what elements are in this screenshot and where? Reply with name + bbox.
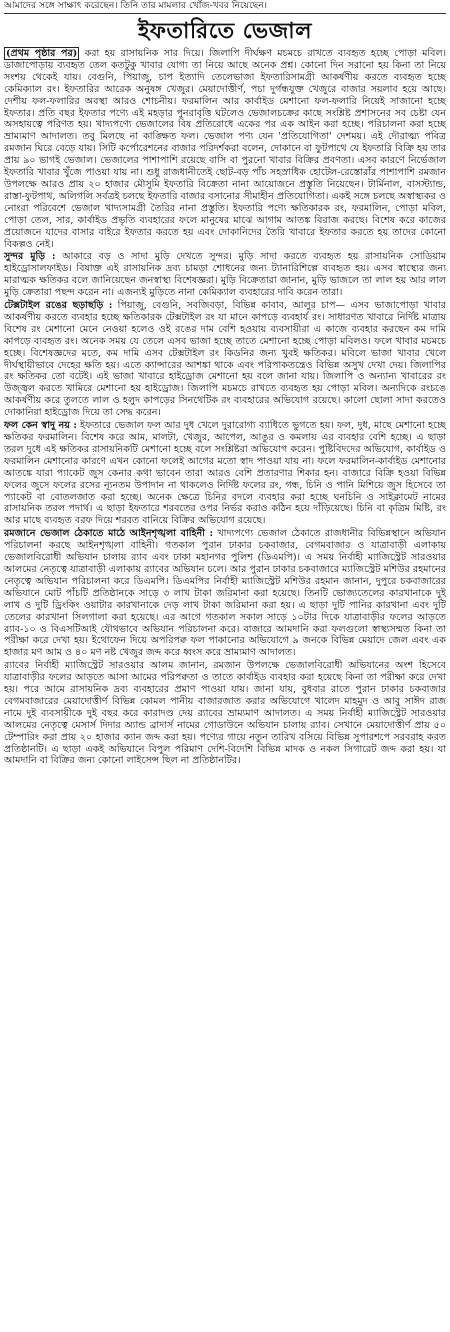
paragraph-fruit-taste-text: ইফতারে ভেজাল ফল আর দুধ খেলে দুরারোগ্য ব্যাধিতে ভুগতে হয়। ফল, দুধ, মাছে মেশানো হচ্ছে ক্ষতিকর ফরমালিন। বিশেষ করে আম, মালটা, খেজুর, আপেল, আঙুর ও কমলায় এর ব্যবহার বেশি হচ্ছে। এ ছাড়া তরল দুধে এই ক্ষতিকর রাসায়নিকটি মেশানো হচ্ছে বলে সংশ্লিষ্টরা অভিযোগ করেন। পুষ্টিবিদদের অভিযোগ, কার্বাইড ও ফরমালিন মেশানোর কারণে এখন কোনো ফলেই আগের মতো স্বাদ পাওয়া যায় না। ফলে ফরমালিন-কার্বাইড মেশানোর আতঙ্কে যারা প্যাকেট জুস কেনার কথা ভাবেন তারা আরও বেশি প্রতারণার শিকার হন। বাজারে বিক্রি হওয়া বিভিন্ন ফলের জুসে ফলের রসের ন্যূনতম উপাদান না থাকলেও নির্দিষ্ট ফলের রং, গন্ধ, চিনি ও পানি মিশিয়ে জুস হিসেবে তা প্যাকেট বা বোতলজাত করা হচ্ছে। অনেক ক্ষেত্রে চিনির বদলে ব্যবহার করা হচ্ছে ঘনচিনি ও সাইক্লামেট নামের রাসায়নিক তরল পদার্থ। এ ছাড়া ইফতারে শরবতের ওপর নির্ভর করাও কঠিন হয়ে দাঁড়িয়েছে। চিনি বা কৃত্রিম মিষ্টি, রং আর মাছে ব্যবহৃত বরফ দিয়ে শরবত বানিয়ে বিক্রির অভিযোগ রয়েছে। (4, 420, 447, 527)
paragraph-law-enforcement-text: খাদ্যপণ্যে ভেজাল ঠেকাতে রাজধানীর বিভিন্নস্থানে অভিযান পরিচালনা করছে আইনশৃঙ্খলা বাহিনী। গতকাল পুরান ঢাকার চকবাজার, বেগমবাজার ও যাত্রাবাড়ী এলাকায় ভেজালবিরোধী অভিযান চালায় র‍্যাব এবং ঢাকা মহানগর পুলিশ (ডিএমপি)। এ সময় নির্বাহী ম্যাজিস্ট্রেট সারওয়ার আলমের নেতৃত্বে যাত্রাবাড়ী এলাকায় র‍্যাবের অভিযান চলে। আর পুরান ঢাকার চকবাজারে ম্যাজিস্ট্রেট মশিউর রহমানের নেতৃত্বে অভিযান পরিচালনা করে ডিএমপি। ডিএমপির নির্বাহী ম্যাজিস্ট্রেট মশিউর রহমান জানান, দুপুরে চকবাজারের অভিযানে মোট পাঁচটি প্রতিষ্ঠানকে সাড়ে ৩ লাখ টাকা জরিমানা করা হয়েছে। তিনটি ভোজ্যতেলের কারখানাকে দুই লাখ ও দুটি ড্রিংকিং ওয়াটার কারখানাকে দেড় লাখ টাকা জরিমানা করা হয়। এ ছাড়া দুটি পানির কারখানা এবং দুটি তেলের কারখানা সিলগালা করা হয়েছে। এর আগে গতকাল সকাল সাড়ে ১০টার দিকে যাত্রাবাড়ীর ফলের আড়তে র‍্যাব-১০ ও বিএসটিআই যৌথভাবে অভিযান পরিচালনা করে। বাজারে আমদানি করা ফলগুলো স্বাস্থ্যসম্মত কিনা তা পরীক্ষা করে দেখা হয়। ইথোফেন দিয়ে অপরিপক্ব ফল পাকানোর অভিযোগে ৯ জনকে বিভিন্ন মেয়াদে জেল এবং এক হাজার মণ আম ও ৪০ মণ নষ্ট খেজুর জব্দ করে ধ্বংস করে ভ্রাম্যমাণ আদালত। (4, 528, 446, 659)
subheading-law-enforcement: রমজানে ভেজাল ঠেকাতে মাঠে আইনশৃঙ্খলা বাহিনী : (4, 528, 214, 540)
paragraph-puffed-rice-text: আকারে বড় ও সাদা মুড়ি দেখতে সুন্দর। মুড়ি সাদা করতে ব্যবহৃত হয় রাসায়নিক সোডিয়াম হাইড্রোসালফাইড। বিষাক্ত এই রাসায়নিক দ্রব্য চামড়া শোধনের জন্য ট্যানারিশিল্পে ব্যবহৃত হয়। এসব স্বাস্থ্যের জন্য মারাত্মক ক্ষতিকর বলে জানিয়েছেন জনস্বাস্থ্য বিশেষজ্ঞরা। মুড়ি বিক্রেতারা জানান, মুড়ি ভাজলে তা লাল হয় আর লাল মুড়ি ক্রেতারা পছন্দ করেন না। এজন্যই মুড়িতে নানা কেমিক্যাল ব্যবহারের দাবি করেন তারা। (4, 251, 446, 299)
subheading-puffed-rice: সুন্দর মুড়ি : (4, 251, 56, 263)
paragraph-textile-dye-text: পিয়াজু, বেগুনি, সবজিবড়া, বিভিন্ন কাবাব, আলুর চাপ— এসব ভাজাপোড়া খাবার আকর্ষণীয় করতে ব্যবহার হচ্ছে ক্ষতিকারক টেক্সটাইল রং যা মানে কাপড়ে ব্যবহার্য রং। সাধারণত খাবারে নির্দিষ্ট মাত্রায় বিশেষ রং মেশানো মেনে নেওয়া হলেও ওই রঙের দাম বেশি হওয়ায় ব্যবসায়ীরা এ কাজে ব্যবহার করছেন কম দামি কাপড়ে ব্যবহৃত রং। অনেক সময় যে তেলে এসব ভাজা হচ্ছে তাতে মেশানো হচ্ছে পোড়া মবিলও। ফলে খাবার মচমচে হচ্ছে। বিশেষজ্ঞদের মতে, কম দামি এসব টেক্সটাইল রং কিডনির জন্য খুবই ক্ষতিকর। মবিলে ভাজা খাবার খেলে দীর্ঘস্থায়ীভাবে দেহের ক্ষতি হয়। এতে ক্যান্সারের আশঙ্কা থাকে এবং পরিপাকতন্ত্রেও বিভিন্ন অসুখ দেখা দেয়। জিলাপির রং ক্ষতিকর তো বটেই। এই ভাজা খাবারে হাইড্রোজ মেশানো হয় বলে জানা যায়। জিলাপি ও অন্যান্য খাবারের রং উজ্জ্বল করতে খামিরে মেশানো হয় হাইড্রোজ। জিলাপি মচমচে রাখতে ব্যবহৃত হয় পোড়া মবিল। অন্যদিকে রংচঙে আকর্ষণীয় করে তুলতে লাল ও হলুদ কাপড়ের সিনথেটিক রং ব্যবহারের অভিযোগ রয়েছে। কালো ছোলা সাদা করতেও দোকানিরা হাইড্রোজ দিয়ে তা সেদ্ধ করেন। (4, 300, 446, 419)
previous-article-tail: আমাদের সঙ্গে সাক্ষাৎ করেছেন। তিনি তার মামলার খোঁজ-খবর নিয়েছেন। (4, 0, 268, 11)
paragraph-intro (4, 48, 446, 250)
paragraph-fruit-taste (4, 420, 446, 527)
subheading-fruit-taste: ফল কেন স্বাদু নয় : (4, 420, 77, 432)
subheading-textile-dye: টেক্সটাইল রঙের ছড়াছড়ি : (4, 300, 113, 312)
paragraph-rab-magistrate-text: র‍্যাবের নির্বাহী ম্যাজিস্ট্রেট সারওয়ার আলম জানান, রমজান উপলক্ষে ভেজালবিরোধী অভিযানের অংশ হিসেবে যাত্রাবাড়ীর ফলের আড়তে আসা আমের পরিপক্বতা ও তাতে কার্বাইড ব্যবহার করা হয়েছে কিনা তা পরীক্ষা করে দেখা হয়। পরে আমে রাসায়নিক দ্রব্য ব্যবহারের প্রমাণ পাওয়া যায়। জানা যায়, বুধবার রাতে পুরান ঢাকার চকবাজার বেগমবাজারের মেয়াদোত্তীর্ণ বিভিন্ন কোমল পানীয় বাজারজাত করার অভিযোগে খালেদ মাহমুদ ও আবু সাঈদ রাজ নামে দুই ব্যবসায়ীকে দুই বছর করে কারাদণ্ড দেয় র‍্যাবের ভ্রাম্যমাণ আদালত। এ সময় নির্বাহী ম্যাজিস্ট্রেট সারওয়ার আলমের নেতৃত্বে মেসার্স দিদার অ্যান্ড ব্রাদার্স নামের গোডাউনে অভিযান চালায় র‍্যাব। সেখানে মেয়াদোত্তীর্ণ প্রায় ৫০ টেম্পারিং করা প্রায় ২০ হাজার ক্যান জব্দ করা হয়। পণ্যের গায়ে নতুন তারিখ বসিয়ে বিভিন্ন সুপারশপে সরবরাহ করত প্রতিষ্ঠানটি। এ ছাড়া একই অভিযানে বিপুল পরিমাণ দেশি-বিদেশি বিভিন্ন মাদক ও নকল সিগারেট জব্দ করা হয়। যা আমদানি বা বিক্রির জন্য কোনো লাইসেন্স ছিল না প্রতিষ্ঠানটির। (4, 660, 446, 767)
continued-from-first-page-tag: (প্রথম পৃষ্ঠার পর) (6, 48, 78, 59)
paragraph-rab-magistrate (4, 660, 446, 767)
paragraph-puffed-rice (4, 251, 446, 299)
top-divider (4, 13, 446, 14)
paragraph-intro-text: করা হয় রাসায়নিক সার দিয়ে। জিলাপি দীর্ঘক্ষণ মচমচে রাখতে ব্যবহৃত হচ্ছে পোড়া মবিল। ডাজাপোড়ায় ব্যবহৃত তেল কতটুকু খাবার যোগ্য তা নিয়ে আছে অনেক প্রশ্ন। কোনো দিন সরানো হয় কিনা তা নিয়ে সংশয় থেকেই যায়। বেগুনি, পিয়াজু, চাপ ইত্যাদি তেলেভাজা ইফতারিসামগ্রী আকর্ষণীয় করতে ব্যবহৃত হচ্ছে কেমিক্যাল রং। ইফতারির আরেক অনুষঙ্গ খেজুর। মেয়াদোত্তীর্ণ, পচা দুর্গন্ধযুক্ত খেজুরে বাজার সয়লাব হয়ে আছে। দেশীয় ফল-ফলারির অবস্থা আরও শোচনীয়। ফরমালিন আর কার্বাইড মেশানো ফল-ফলারি নিয়েই সাজানো হচ্ছে ইফতার। প্রতি বছর ইফতার পণ্যে এই মহড়ার পুনরাবৃত্তি ঘটলেও ভেজালচক্রের কাছে সংশ্লিষ্ট প্রশাসনের সব চেষ্টা যেন অসহায়ত্বে পরিণত হয়। খাদ্যপণ্যে ভেজালের বিষ প্রতিরোধে একের পর এক আইন করা হচ্ছে। পরিচালনা করা হচ্ছে ভ্রাম্যমাণ আদালত। তবু মিলছে না কাঙ্ক্ষিত ফল। ভেজাল পণ্য যেন 'প্রতিযোগিতা' দেশময়। এই দৌরাত্ম্য পবিত্র রমজান ঘিরে বেড়ে যায়। সিটি কর্পোরেশনের বাজার পরিদর্শকরা বলেন, দোকানে বা ফুটপাথে যে ইফতারি বিক্রি হয় তার প্রায় ৯০ ভাগই ভেজাল। ভেজালের পাশাপাশি রয়েছে বাসি বা পুরনো খাবার বিক্রির প্রবণতা। এসব কারণে নির্ভেজাল ইফতারি খাবার খুঁজে পাওয়া যায় না। শুধু রাজধানীতেই ছোট-বড় পাঁচ সহস্রাধিক হোটেল-রেস্তোরাঁর পাশাপাশি রমজান উপলক্ষে আরও প্রায় ২০ হাজার মৌসুমি ইফতারি বিক্রেতা নানা আয়োজনে প্রস্তুতি নিয়েছেন। টার্মিনাল, বাসস্ট্যান্ড, রাস্তা-ফুটপাথ, অলিগলি সর্বত্রই চলছে ইফতারি বাজার বসানোর সীমাহীন প্রতিযোগিতা। একই সঙ্গে চলছে অস্বাস্থ্যকর ও নোংরা পরিবেশে ভেজাল খাদ্যসামগ্রী তৈরির নানা প্রস্তুতি। ইফতারি পণ্যে ক্ষতিকারক রং, ফরমালিন, পোড়া মবিল, পোড়া তেল, সার, কার্বাইড প্রভৃতি ব্যবহারের ফলে মানুষের মাঝে আগাম আতঙ্ক বিরাজ করছে। বিশেষ করে কাজের প্রয়োজনে যাদের বাসার বাইরে ইফতার করতে হয় এবং দোকানিদের তৈরি খাবারে ইফতার করতে হয় তাদের কোনো বিকল্পও নেই। (4, 48, 447, 250)
paragraph-textile-dye (4, 300, 446, 419)
article-headline: ইফতারিতে ভেজাল (137, 18, 313, 44)
paragraph-law-enforcement (4, 528, 446, 659)
